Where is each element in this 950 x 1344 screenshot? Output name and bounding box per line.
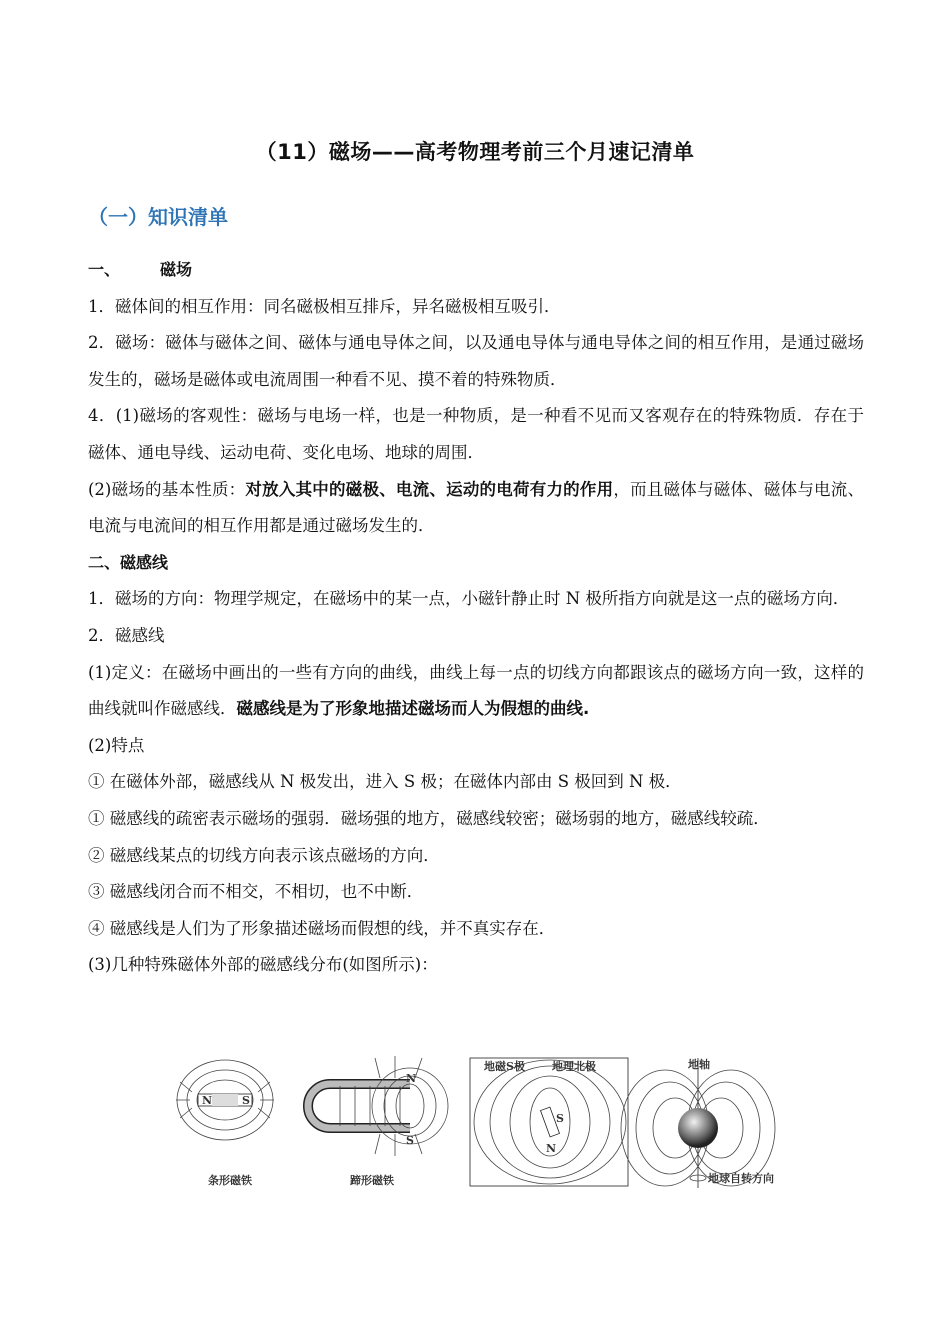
paragraph: 1．磁场的方向：物理学规定，在磁场中的某一点，小磁针静止时 N 极所指方向就是这一点的磁场方向． <box>88 589 850 609</box>
bar-magnet-figure <box>176 1060 274 1140</box>
paragraph: (2)特点 <box>88 735 145 755</box>
horseshoe-n-pole: N <box>406 1072 417 1085</box>
paragraph: 4．(1)磁场的客观性：磁场与电场一样，也是一种物质，是一种看不见而又客观存在的特殊物质．存在于磁体、通电导线、运动电荷、变化电场、地球的周围． <box>88 406 864 462</box>
bold-text: 对放入其中的磁极、电流、运动的电荷有力的作用 <box>245 479 614 499</box>
paragraph: ② 磁感线某点的切线方向表示该点磁场的方向． <box>88 845 440 865</box>
text-span: (2)磁场的基本性质： <box>88 479 246 499</box>
geo-n-mark: N <box>546 1142 557 1155</box>
bar-s-pole: S <box>242 1094 250 1107</box>
text-span: (1)定义：在磁场中画出的一些有方向的曲线，曲线上每一点的切线方向都跟该点的磁场方向一致，这样的曲线就叫作磁感线． <box>88 662 864 719</box>
paragraph <box>88 472 864 545</box>
text-span: ，而且磁体与磁体、磁体与电流、电流与电流间的相互作用都是通过磁场发生的． <box>88 479 865 536</box>
earth-field-figure <box>621 1058 775 1188</box>
paragraph: (3)几种特殊磁体外部的磁感线分布(如图所示)： <box>88 955 438 975</box>
magnetic-field-figures <box>170 1052 790 1192</box>
earth-axis-label: 地轴 <box>688 1058 710 1071</box>
heading-magnetic-field <box>88 252 864 289</box>
geo-s-pole-label: 地磁S极 <box>484 1060 525 1073</box>
heading-field-lines: 二、磁感线 <box>88 552 169 572</box>
paragraph: ③ 磁感线闭合而不相交，不相切，也不中断． <box>88 882 424 902</box>
geo-north-label: 地理北极 <box>552 1060 596 1073</box>
horseshoe-magnet-figure <box>308 1056 448 1156</box>
horseshoe-s-pole: S <box>406 1134 414 1147</box>
earth-rotation-label: 地球自转方向 <box>708 1172 774 1185</box>
paragraph: ① 磁感线的疏密表示磁场的强弱．磁场强的地方，磁感线较密；磁场弱的地方，磁感线较疏． <box>88 808 770 828</box>
paragraph: 2．磁场：磁体与磁体之间、磁体与通电导体之间，以及通电导体与通电导体之间的相互作用，是通过磁场发生的，磁场是磁体或电流周围一种看不见、摸不着的特殊物质． <box>88 333 864 389</box>
paragraph: 1．磁体间的相互作用：同名磁极相互排斥，异名磁极相互吸引． <box>88 296 561 316</box>
geomagnetic-field-figure <box>470 1058 628 1186</box>
paragraph: 2．磁感线 <box>88 625 165 645</box>
horseshoe-magnet-caption: 蹄形磁铁 <box>350 1174 394 1187</box>
bold-text: 磁感线是为了形象地描述磁场而人为假想的曲线. <box>236 699 590 719</box>
page-title: （11）磁场——高考物理考前三个月速记清单 <box>255 140 695 164</box>
paragraph: ④ 磁感线是人们为了形象描述磁场而假想的线，并不真实存在． <box>88 918 556 938</box>
paragraph <box>88 655 864 728</box>
bar-n-pole: N <box>202 1094 213 1107</box>
heading-text: 磁场 <box>160 260 193 279</box>
geo-s-mark: S <box>556 1112 564 1125</box>
section-heading: （一）知识清单 <box>88 205 228 229</box>
body-text <box>88 252 864 984</box>
heading-number: 一、 <box>88 260 121 279</box>
bar-magnet-caption: 条形磁铁 <box>208 1174 252 1187</box>
paragraph: ① 在磁体外部，磁感线从 N 极发出，进入 S 极；在磁体内部由 S 极回到 N 极． <box>88 772 682 792</box>
